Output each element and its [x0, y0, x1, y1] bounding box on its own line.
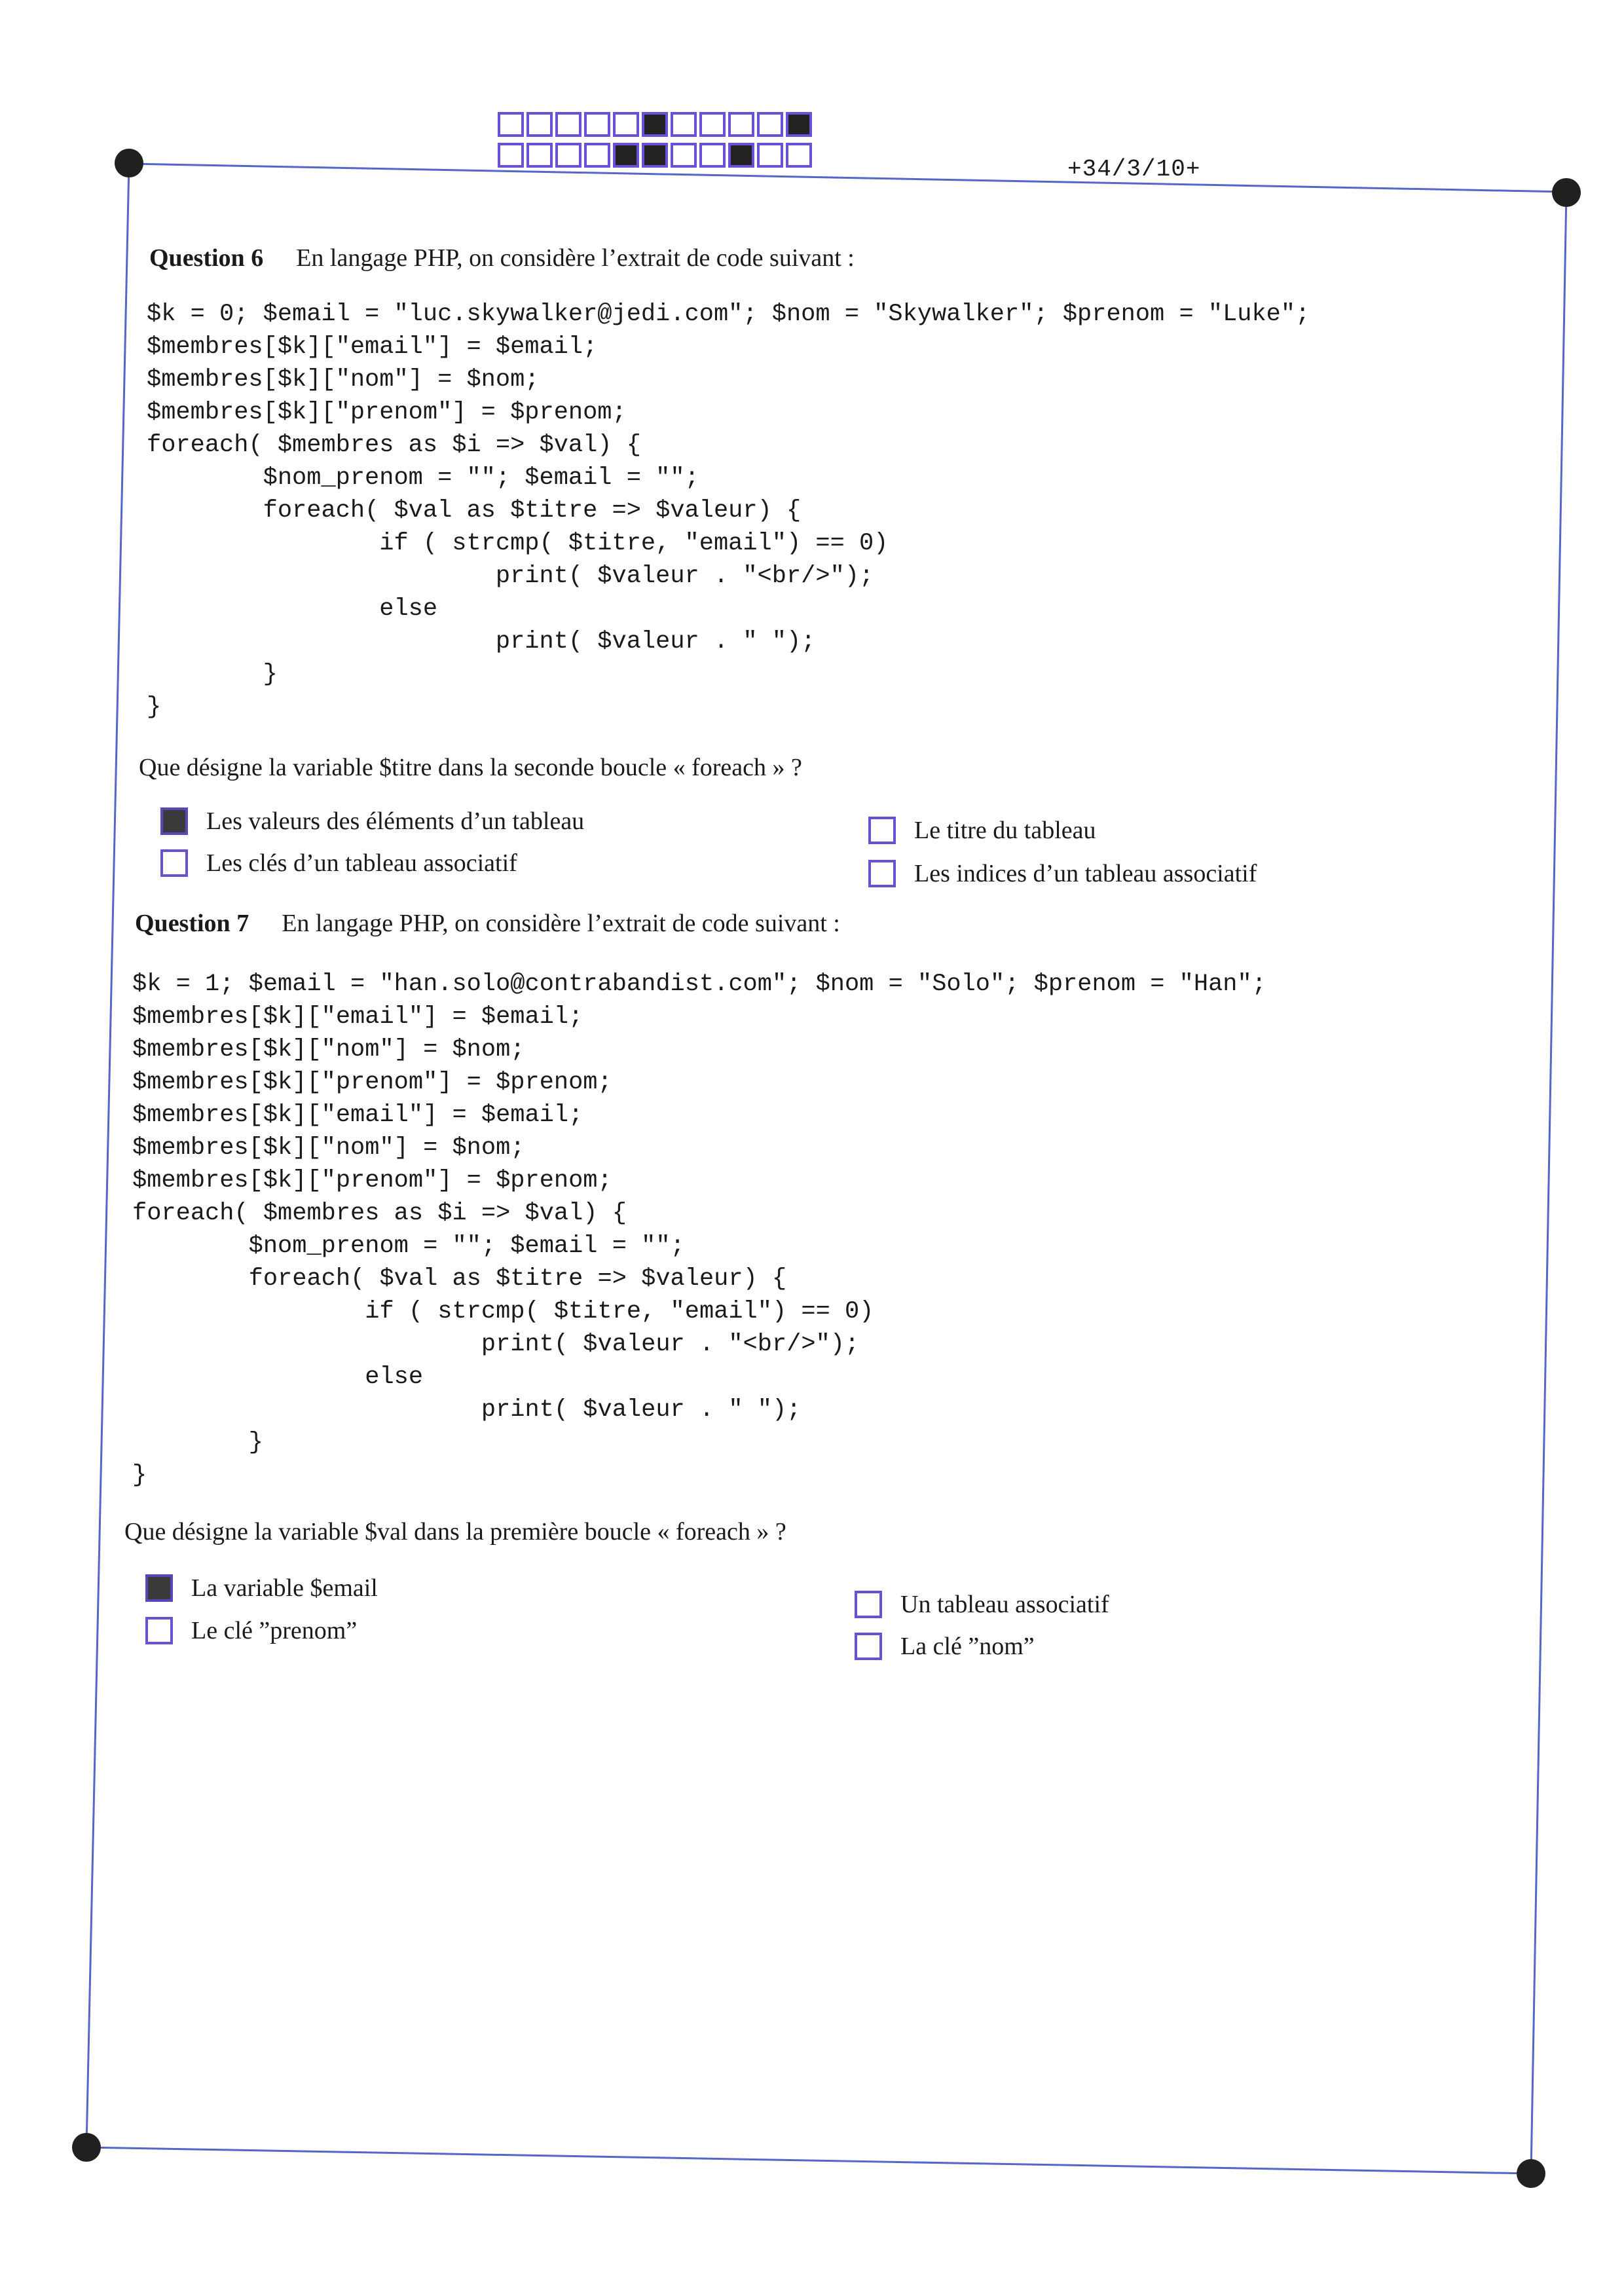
code-block: $k = 0; $email = "luc.skywalker@jedi.com"; $nom = "Skywalker"; $prenom = "Luke"; $membres[$k]["email"] = $email; $membres[$k]["nom"] = $nom; $membres[$k]["prenom"] = $prenom; foreach( $membres as $i => $val) { $nom_prenom = ""; $email = ""; foreach( $val as $titre => $valeur) { if ( strcmp( $titre, "email") == 0) print( $valeur . "<br/>"); else print( $valeur . " "); } }: [147, 301, 1310, 721]
id-box: [584, 112, 610, 137]
page-identifier: +34/3/10+: [1067, 156, 1201, 183]
question-prompt: Que désigne la variable $titre dans la seconde boucle « foreach » ?: [139, 754, 802, 781]
checkbox[interactable]: [145, 1617, 173, 1644]
id-box: [555, 143, 581, 168]
id-box: [498, 112, 524, 137]
answer-label: Le titre du tableau: [914, 817, 1096, 844]
id-box: [526, 143, 553, 168]
id-box: [671, 112, 697, 137]
corner-marker-top-right: [1552, 178, 1581, 207]
id-box: [757, 112, 783, 137]
answer-label: La clé ”nom”: [900, 1633, 1035, 1660]
question-intro: En langage PHP, on considère l’extrait de code suivant :: [282, 910, 840, 937]
answer-label: Un tableau associatif: [900, 1591, 1109, 1618]
question-intro: En langage PHP, on considère l’extrait de code suivant :: [296, 244, 855, 272]
id-box: [498, 143, 524, 168]
question-label: Question 7: [135, 910, 249, 937]
checkbox[interactable]: [855, 1633, 882, 1660]
id-box: [786, 143, 812, 168]
checkbox[interactable]: [868, 860, 896, 887]
id-box: [584, 143, 610, 168]
checkbox-checked[interactable]: [145, 1574, 173, 1602]
id-box-filled: [786, 112, 812, 137]
answer-option[interactable]: [855, 1632, 1035, 1661]
answer-option[interactable]: [145, 1574, 378, 1602]
student-id-code-row-2: [498, 143, 812, 168]
corner-marker-top-left: [115, 149, 143, 177]
question-label: Question 6: [149, 244, 264, 272]
checkbox[interactable]: [160, 849, 188, 877]
answer-label: La variable $email: [191, 1574, 378, 1602]
answer-option[interactable]: [160, 849, 517, 878]
id-box: [699, 143, 726, 168]
id-box: [555, 112, 581, 137]
answer-option[interactable]: [868, 859, 1257, 888]
checkbox[interactable]: [868, 817, 896, 844]
answer-label: Le clé ”prenom”: [191, 1617, 358, 1644]
answer-option[interactable]: [855, 1590, 1109, 1619]
id-box: [671, 143, 697, 168]
checkbox-checked[interactable]: [160, 807, 188, 835]
id-box: [526, 112, 553, 137]
id-box-filled: [728, 143, 754, 168]
answer-label: Les indices d’un tableau associatif: [914, 860, 1257, 887]
id-box-filled: [642, 143, 668, 168]
corner-marker-bottom-right: [1517, 2159, 1545, 2188]
question-title: [135, 909, 840, 938]
question-title: [149, 244, 855, 272]
answer-label: Les valeurs des éléments d’un tableau: [206, 807, 585, 835]
id-box-filled: [613, 143, 639, 168]
answer-label: Les clés d’un tableau associatif: [206, 849, 517, 877]
id-box: [757, 143, 783, 168]
question-prompt: Que désigne la variable $val dans la première boucle « foreach » ?: [124, 1518, 786, 1546]
id-box-filled: [642, 112, 668, 137]
answer-option[interactable]: [868, 816, 1096, 845]
answer-option[interactable]: [160, 807, 584, 836]
id-box: [613, 112, 639, 137]
answer-option[interactable]: [145, 1616, 357, 1645]
code-block: $k = 1; $email = "han.solo@contrabandist.com"; $nom = "Solo"; $prenom = "Han"; $membres[$k]["email"] = $email; $membres[$k]["nom"] = $nom; $membres[$k]["prenom"] = $prenom; $membres[$k]["email"] = $email; $membres[$k]["nom"] = $nom; $membres[$k]["prenom"] = $prenom; foreach( $membres as $i => $val) { $nom_prenom = ""; $email = ""; foreach( $val as $titre => $valeur) { if ( strcmp( $titre, "email") == 0) print( $valeur . "<br/>"); else print( $valeur . " "); } }: [132, 971, 1266, 1489]
id-box: [699, 112, 726, 137]
corner-marker-bottom-left: [72, 2133, 101, 2162]
checkbox[interactable]: [855, 1591, 882, 1618]
student-id-code-row-1: [498, 112, 812, 137]
id-box: [728, 112, 754, 137]
